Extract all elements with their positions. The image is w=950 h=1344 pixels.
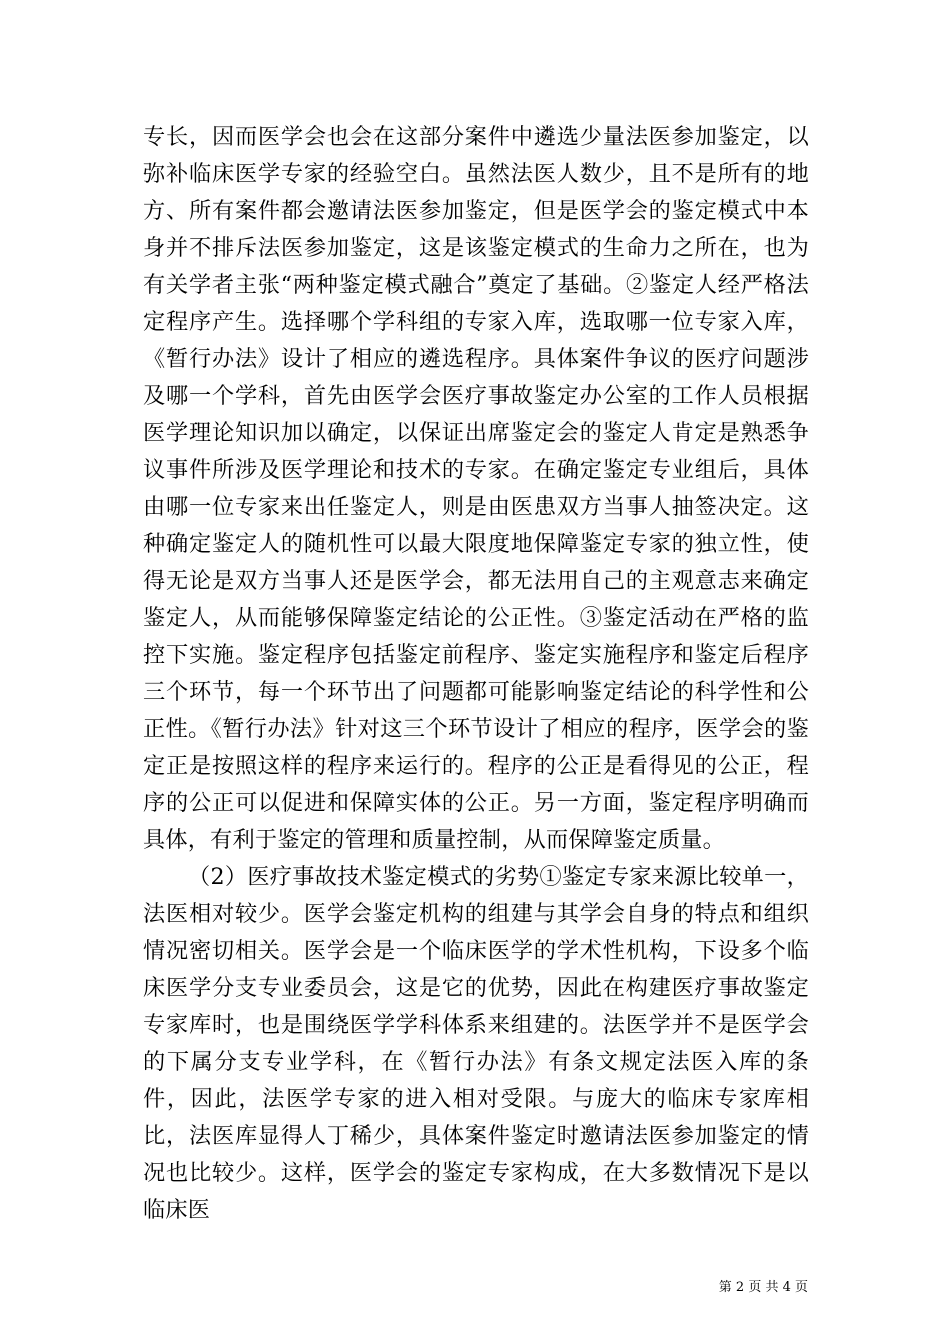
page-number-footer: 第 2 页 共 4 页	[718, 1280, 808, 1295]
paragraph-disadvantages: （2）医疗事故技术鉴定模式的劣势①鉴定专家来源比较单一，法医相对较少。医学会鉴定机构的组建与其学会自身的特点和组织情况密切相关。医学会是一个临床医学的学术性机构，下设多个临床医学分支专业委员会，这是它的优势，因此在构建医疗事故鉴定专家库时，也是围绕医学学科体系来组建的。法医学并不是医学会的下属分支专业学科，在《暂行办法》有条文规定法医入库的条件，因此，法医学专家的进入相对受限。与庞大的临床专家库相比，法医库显得人丁稀少，具体案件鉴定时邀请法医参加鉴定的情况也比较少。这样，医学会的鉴定专家构成，在大多数情况下是以临床医	[143, 864, 809, 1223]
paragraph-continued: 专长，因而医学会也会在这部分案件中遴选少量法医参加鉴定，以弥补临床医学专家的经验空白。虽然法医人数少，且不是所有的地方、所有案件都会邀请法医参加鉴定，但是医学会的鉴定模式中本身并不排斥法医参加鉴定，这是该鉴定模式的生命力之所在，也为有关学者主张“两种鉴定模式融合”奠定了基础。②鉴定人经严格法定程序产生。选择哪个学科组的专家入库，选取哪一位专家入库，《暂行办法》设计了相应的遴选程序。具体案件争议的医疗问题涉及哪一个学科，首先由医学会医疗事故鉴定办公室的工作人员根据医学理论知识加以确定，以保证出席鉴定会的鉴定人肯定是熟悉争议事件所涉及医学理论和技术的专家。在确定鉴定专业组后，具体由哪一位专家来出任鉴定人，则是由医患双方当事人抽签决定。这种确定鉴定人的随机性可以最大限度地保障鉴定专家的独立性，使得无论是双方当事人还是医学会，都无法用自己的主观意志来确定鉴定人，从而能够保障鉴定结论的公正性。③鉴定活动在严格的监控下实施。鉴定程序包括鉴定前程序、鉴定实施程序和鉴定后程序三个环节，每一个环节出了问题都可能影响鉴定结论的科学性和公正性。《暂行办法》针对这三个环节设计了相应的程序，医学会的鉴定正是按照这样的程序来运行的。程序的公正是看得见的公正，程序的公正可以促进和保障实体的公正。另一方面，鉴定程序明确而具体，有利于鉴定的管理和质量控制，从而保障鉴定质量。	[143, 124, 809, 853]
document-body	[143, 119, 809, 1229]
